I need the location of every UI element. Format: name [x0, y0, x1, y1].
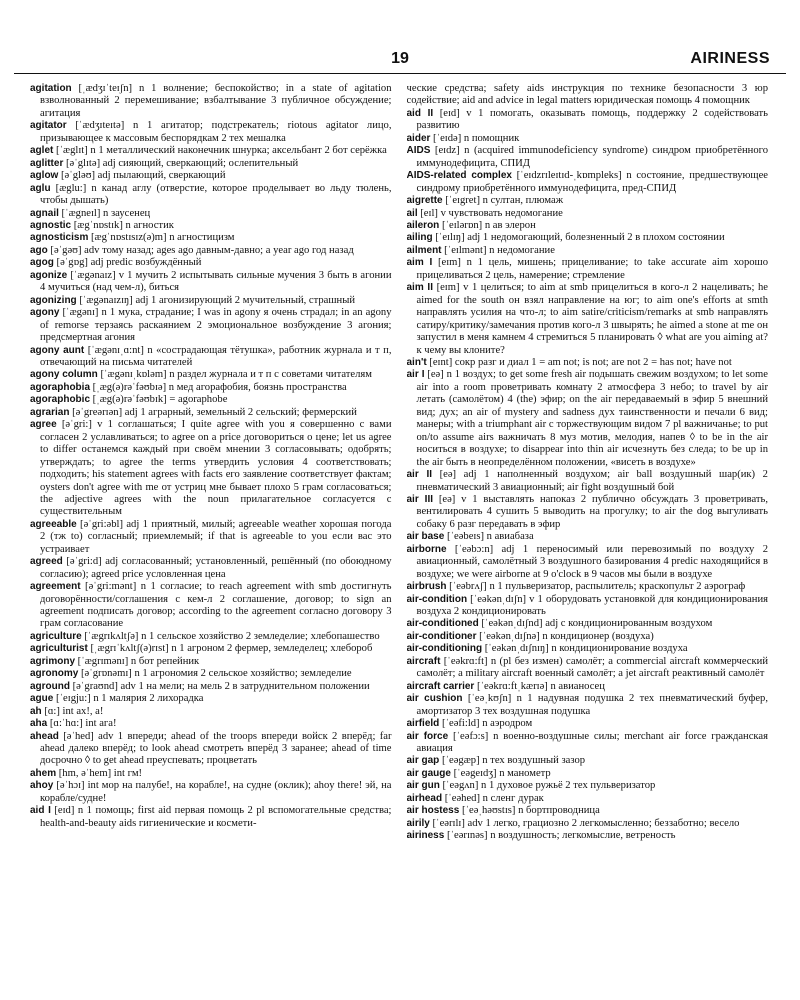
- dictionary-entry: [30, 706, 392, 718]
- dictionary-entry: [407, 656, 769, 681]
- headword: agrimony: [30, 655, 76, 667]
- dictionary-entry: [407, 208, 769, 220]
- entry-definition: [ˈeəkənˌdɪʃnd] adj с кондиционированным воздухом: [478, 618, 713, 630]
- dictionary-entry: [30, 805, 392, 830]
- entry-definition: [ˈeəhed] n сленг дурак: [442, 792, 544, 804]
- dictionary-entry: [30, 768, 392, 780]
- headword: ague: [30, 693, 54, 705]
- headword: ago: [30, 244, 48, 256]
- headword: aglu: [30, 182, 51, 194]
- dictionary-entry: [407, 805, 769, 817]
- entry-definition: [ˈeəfi:ld] n аэродром: [439, 718, 533, 730]
- dictionary-entry: [407, 544, 769, 581]
- entry-definition: [ˈeərɪnəs] n воздушность; легкомыслие, ветреность: [444, 830, 676, 842]
- dictionary-entry: [30, 419, 392, 519]
- entry-definition: [eɪd] n 1 помощь; first aid первая помощь 2 pl вспомогательные средства; health-and-beauty aids гигиенические и космети-: [40, 805, 392, 829]
- headword: agnostic: [30, 219, 72, 231]
- entry-definition: [əˈgri:d] adj согласованный; установленный, решённый (по обоюдному согласию); agreed price условленная цена: [40, 556, 392, 580]
- entry-definition: [ˈægənaɪz] v 1 мучить 2 испытывать сильные мучения 3 быть в агонии 4 мучиться (над чем-л), биться: [40, 269, 392, 294]
- dictionary-entry: [30, 693, 392, 705]
- dictionary-entry: [30, 681, 392, 693]
- entry-definition: [hm, əˈhem] int гм!: [56, 767, 143, 779]
- headword: AIDS: [406, 145, 431, 157]
- dictionary-entry: [30, 581, 392, 631]
- headword: air gap: [406, 755, 440, 767]
- dictionary-entry: [30, 220, 392, 232]
- entry-definition: [ˈeəbeɪs] n авиабаза: [444, 531, 534, 543]
- dictionary-entry: [407, 830, 769, 842]
- dictionary-columns: [30, 83, 768, 992]
- dictionary-entry: [407, 594, 769, 619]
- dictionary-entry: [30, 183, 392, 208]
- dictionary-entry: [30, 656, 392, 668]
- entry-definition: [əˈhed] adv 1 впереди; ahead of the troops впереди войск 2 вперёд; far ahead далеко вперёд; to look ahead смотреть вперёд 3 заранее; ahead of time досрочно ◊ to get ahead преуспевать; процветать: [40, 730, 392, 767]
- entry-definition: ческие средства; safety aids инструкция по технике безопасности 3 юр содействие; aid and advice in legal matters юридическая помощь 4 помощник: [406, 83, 768, 107]
- entry-definition: [eə] v 1 выставлять напоказ 2 публично обсуждать 3 проветривать, вентилировать 4 сушить 5 выводить на прогулку; to air the dog выгуливать собаку 6 разг передавать в эфир: [416, 493, 768, 530]
- dictionary-entry: [407, 145, 769, 170]
- dictionary-entry: [407, 731, 769, 756]
- entry-definition: [eɪnt] сокр разг и диал 1 = am not; is not; are not 2 = has not; have not: [426, 356, 732, 368]
- dictionary-entry: [30, 307, 392, 344]
- entry-definition: [əˈgri:əbl] adj 1 приятный, милый; agreeable weather хорошая погода 2 (тж to) согласный; приемлемый; if that is agreeable to you если вас это устраивает: [40, 518, 392, 555]
- entry-definition: [eɪd] v 1 помогать, оказывать помощь, поддержку 2 содействовать развитию: [416, 107, 768, 132]
- entry-definition: [əˈgləʊ] adj пылающий, сверкающий: [58, 170, 226, 182]
- entry-definition: [ˈeɪgret] n султан, плюмаж: [442, 195, 564, 207]
- headword: aglow: [30, 170, 59, 182]
- dictionary-entry: [407, 531, 769, 543]
- entry-definition: [ˈægənɪ] n 1 мука, страдание; I was in agony я очень страдал; in an agony of remorse терзаясь раскаянием 2 эмоциональное возбуждение 3 агония; предсмертная агония: [40, 307, 392, 344]
- headword: air II: [406, 469, 433, 481]
- headword: air cushion: [406, 693, 463, 705]
- dictionary-entry: [407, 257, 769, 282]
- headword: air-conditioned: [406, 618, 479, 630]
- entry-definition: [əˈgəʊ] adv тому назад; ages ago давным-давно; a year ago год назад: [47, 244, 354, 256]
- entry-definition: [ˈeəgʌn] n 1 духовое ружьё 2 тех пульверизатор: [439, 780, 656, 792]
- headword: agony: [30, 307, 60, 319]
- headword: agreed: [30, 556, 63, 568]
- headword: air hostess: [406, 805, 460, 817]
- headword: agriculturist: [30, 643, 88, 655]
- dictionary-entry: [407, 369, 769, 469]
- dictionary-entry: [30, 232, 392, 244]
- right-column: [407, 83, 769, 992]
- headword: air-condition: [406, 593, 468, 605]
- dictionary-entry: [407, 718, 769, 730]
- headword: aha: [30, 718, 48, 730]
- dictionary-entry: [30, 556, 392, 581]
- dictionary-entry: [30, 345, 392, 370]
- dictionary-entry: [30, 83, 392, 120]
- dictionary-entry: [30, 170, 392, 182]
- entry-definition: [ˌægrɪˈkʌltʃ(ə)rɪst] n 1 агроном 2 фермер, земледелец; хлебороб: [87, 643, 373, 655]
- dictionary-entry: [407, 108, 769, 133]
- page-header: [14, 44, 786, 76]
- headword: agony aunt: [30, 344, 85, 356]
- entry-definition: [ˈægrɪkʌltʃə] n 1 сельское хозяйство 2 земледелие; хлебопашество: [81, 630, 380, 642]
- entry-definition: [əˈglɪtə] adj сияющий, сверкающий; ослепительный: [63, 157, 299, 169]
- headword: ailing: [406, 232, 433, 244]
- entry-definition: [əˈgrɒnəmɪ] n 1 агрономия 2 сельское хозяйство; земледелие: [78, 668, 352, 680]
- entry-definition: [ˈeɪdzrɪleɪtɪd-ˌkɒmpleks] n состояние, предшествующее синдрому приобретённого иммунодефицита, пред-СПИД: [416, 170, 768, 194]
- headword: agoraphobia: [30, 381, 91, 393]
- dictionary-entry: [407, 245, 769, 257]
- dictionary-entry: [407, 83, 769, 108]
- dictionary-entry: [30, 208, 392, 220]
- headword: air-conditioner: [406, 630, 477, 642]
- headword: ahoy: [30, 780, 54, 792]
- headword: agitator: [30, 120, 67, 132]
- headword: air I: [406, 369, 425, 381]
- headword: agreement: [30, 581, 81, 593]
- dictionary-entry: [407, 494, 769, 531]
- dictionary-entry: [407, 195, 769, 207]
- page-number: 19: [391, 50, 409, 67]
- dictionary-entry: [407, 631, 769, 643]
- dictionary-entry: [407, 170, 769, 195]
- entry-definition: [ˈeəbrʌʃ] n 1 пульверизатор, распылитель; краскопульт 2 аэрограф: [446, 581, 746, 593]
- headword: air gun: [406, 780, 440, 792]
- dictionary-entry: [30, 245, 392, 257]
- entry-definition: [ɑ:] int ах!, а!: [41, 705, 104, 717]
- entry-definition: [eə] adj 1 наполненный воздухом; air ball воздушный шар(ик) 2 пневматический 3 авиационный; air fight воздушный бой: [416, 469, 768, 493]
- dictionary-entry: [407, 818, 769, 830]
- entry-definition: [eɪm] n 1 цель, мишень; прицеливание; to take accurate aim хорошо прицеливаться 2 цель, намерение; стремление: [416, 257, 768, 281]
- dictionary-entry: [407, 681, 769, 693]
- dictionary-entry: [30, 257, 392, 269]
- dictionary-entry: [30, 382, 392, 394]
- dictionary-entry: [30, 718, 392, 730]
- headword: agoraphobic: [30, 394, 91, 406]
- entry-definition: [ˌædʒɪˈteɪʃn] n 1 волнение; беспокойство; in a state of agitation взволнованный 2 перемешивание; взбалтывание 3 публичное обсуждение; агитация: [40, 83, 392, 119]
- headword: aid II: [406, 107, 434, 119]
- entry-definition: [ˈeəkənˌdɪʃnɪŋ] n кондиционирование воздуха: [482, 643, 688, 655]
- entry-definition: [ˈeɪdə] n помощник: [430, 132, 520, 144]
- dictionary-entry: [407, 643, 769, 655]
- headword: air base: [406, 531, 445, 543]
- headword: aigrette: [406, 195, 443, 207]
- headword: agreeable: [30, 518, 77, 530]
- headword: airhead: [406, 792, 443, 804]
- entry-definition: [ˈeɪlmənt] n недомогание: [441, 244, 555, 256]
- headword: agonize: [30, 269, 68, 281]
- entry-definition: [ˈeəgæp] n тех воздушный зазор: [439, 755, 586, 767]
- headword: agitation: [30, 83, 72, 94]
- headword: agonizing: [30, 294, 77, 306]
- entry-definition: [ˈeəˌhəʊstɪs] n бортпроводница: [459, 805, 600, 817]
- headword: agriculture: [30, 630, 82, 642]
- dictionary-entry: [30, 643, 392, 655]
- dictionary-entry: [30, 369, 392, 381]
- dictionary-entry: [30, 158, 392, 170]
- dictionary-entry: [407, 755, 769, 767]
- dictionary-entry: [30, 731, 392, 768]
- entry-definition: [ægˈnɒstɪsɪz(ə)m] n агностицизм: [88, 232, 235, 244]
- dictionary-entry: [407, 793, 769, 805]
- entry-definition: [ˈægənɪˌkɒləm] n раздел журнала и т п с советами читателям: [97, 369, 372, 381]
- entry-definition: [əˈgri:] v 1 соглашаться; I quite agree with you я совершенно с вами согласен 2 уславливаться; to agree on a price договориться о цене; let us agree to differ останемся каждый при своём мнении 3 согласовывать; одобрять; утверждать; to agree the terms утвердить условия 4 соответствовать; подходить; his statement agrees with facts его заявление соответствует фактам; oysters don't agree with me от устриц мне бывает плохо 5 грам согласоваться; the adjective agrees with the noun прилагательное согласуется с существительным: [40, 419, 392, 518]
- headword: agony column: [30, 369, 98, 381]
- headword: aircraft: [406, 655, 441, 667]
- headword: agnosticism: [30, 232, 89, 244]
- entry-definition: [əˈgreərɪən] adj 1 аграрный, земельный 2 сельский; фермерский: [69, 406, 357, 418]
- headword: aground: [30, 680, 70, 692]
- entry-definition: [ˈeərɪlɪ] adv 1 легко, грациозно 2 легкомысленно; беззаботно; весело: [429, 817, 740, 829]
- entry-definition: [ˌæg(ə)rəˈfəʊbɪə] n мед агорафобия, боязнь пространства: [90, 381, 347, 393]
- entry-definition: [ˈeɪlɪŋ] adj 1 недомогающий, болезненный 2 в плохом состоянии: [432, 232, 725, 244]
- entry-definition: [əˈgri:mənt] n 1 согласие; to reach agreement with smb достигнуть договорённости/соглашения с кем-л 2 соглашение, договор; to sign an agreement подписать договор; according to the agreement согласно договору 3 грам согласование: [40, 581, 392, 630]
- entry-definition: [ˈeəˌkʊʃn] n 1 надувная подушка 2 тех пневматический буфер, амортизатор 3 тех воздушная подушка: [416, 693, 768, 717]
- entry-definition: [ægˈnɒstɪk] n агностик: [71, 219, 174, 231]
- dictionary-entry: [30, 631, 392, 643]
- entry-definition: [ˈeəfɔ:s] n военно-воздушные силы; merchant air force гражданская авиация: [416, 730, 768, 755]
- dictionary-entry: [30, 780, 392, 805]
- headword: aglitter: [30, 157, 64, 169]
- headword: agree: [30, 419, 57, 431]
- headword: ain't: [406, 356, 427, 368]
- dictionary-entry: [30, 394, 392, 406]
- headword: AIDS-related complex: [406, 170, 512, 182]
- entry-definition: [eɪm] v 1 целиться; to aim at smb прицелиться в кого-л 2 нацеливать; he aimed for the south он взял направление на юг; to aim one's efforts at smth направлять усилия на что-л; to aim satire/criticism/remarks at smb направлять сатиру/критику/замечания против кого-л 3 швырять; he aimed a stone at me он запустил в меня камнем 4 стремиться 5 планировать ◊ what are you aiming at? к чему вы клоните?: [416, 282, 768, 356]
- entry-definition: [ˈædʒɪteɪtə] n 1 агитатор; подстрекатель; riotous agitator лицо, призывающее к массовым беспорядкам 2 тех мешалка: [40, 120, 392, 144]
- entry-definition: [ˈeɪlərɒn] n ав элерон: [439, 219, 536, 231]
- headword: ahead: [30, 730, 59, 742]
- entry-definition: [ˈægneɪl] n заусенец: [58, 207, 151, 219]
- entry-definition: [ˈeəkrɑ:ft] n (pl без измен) самолёт; a commercial aircraft коммерческий самолёт; a military aircraft военный самолёт; a jet aircraft реактивный самолёт: [416, 655, 768, 680]
- headword: ahem: [30, 767, 57, 779]
- entry-definition: [ˈæglɪt] n 1 металлический наконечник шнурка; аксельбант 2 бот серёжка: [53, 145, 387, 157]
- dictionary-entry: [407, 220, 769, 232]
- entry-definition: [ˈeəkənˌdɪʃnə] n кондиционер (воздуха): [476, 630, 654, 642]
- headword: agronomy: [30, 668, 79, 680]
- headword: airiness: [406, 830, 445, 842]
- headword: airily: [406, 817, 430, 829]
- running-head: AIRINESS: [690, 50, 770, 67]
- entry-definition: [ˈeɪgju:] n 1 малярия 2 лихорадка: [53, 693, 204, 705]
- headword: ah: [30, 705, 42, 717]
- dictionary-entry: [407, 581, 769, 593]
- entry-definition: [eɪdz] n (acquired immunodeficiency syndrome) синдром приобретённого иммунодефицита, СПИД: [416, 145, 768, 169]
- dictionary-entry: [407, 282, 769, 357]
- dictionary-entry: [30, 145, 392, 157]
- headword: agog: [30, 257, 54, 269]
- dictionary-entry: [407, 469, 769, 494]
- headword: air III: [406, 493, 434, 505]
- headword: aid I: [30, 805, 51, 817]
- headword: agrarian: [30, 406, 70, 418]
- headword: aim I: [406, 257, 433, 269]
- left-column: [30, 83, 392, 992]
- headword: aim II: [406, 282, 433, 294]
- entry-definition: [ˈægənaɪzɪŋ] adj 1 агонизирующий 2 мучительный, страшный: [76, 294, 355, 306]
- entry-definition: [eə] n 1 воздух; to get some fresh air подышать свежим воздухом; to let some air into a room проветривать комнату 2 атмосфера 3 небо; to travel by air летать (самолётом) 4 (the) эфир; on the air передаваемый в эфир 5 внешний вид; дух; an air of mystery and sadness дух таинственности и печали 6 вид; манеры; with a triumphant air с торжествующим видом 7 pl важничанье; to put on/to assume airs важничать 8 муз мотив, мелодия, напев ◊ to be in the air носиться в воздухе; to disappear into thin air исчезнуть без следа; to be up in the air быть в неопределённом положении, «висеть в воздухе»: [416, 369, 768, 468]
- dictionary-entry: [407, 357, 769, 369]
- headword: ailment: [406, 244, 442, 256]
- headword: air-conditioning: [406, 643, 483, 655]
- headword: airbrush: [406, 581, 447, 593]
- dictionary-entry: [30, 407, 392, 419]
- dictionary-entry: [407, 133, 769, 145]
- entry-definition: [ˈeəbɔ:n] adj 1 переносимый или перевозимый по воздуху 2 авиационный, самолётный 3 воздушного базирования 4 predic находящийся в воздухе; we were airborne at 9 o'clock в 9 часов мы были в воздухе: [416, 543, 768, 580]
- header-rule: [14, 73, 786, 74]
- entry-definition: [eɪl] v чувствовать недомогание: [417, 207, 563, 219]
- headword: ail: [406, 207, 418, 219]
- entry-definition: [əˈgraʊnd] adv 1 на мели; на мель 2 в затруднительном положении: [70, 680, 370, 692]
- headword: aglet: [30, 145, 54, 157]
- entry-definition: [ˈeəkrɑ:ftˌkærɪə] n авианосец: [474, 680, 605, 692]
- dictionary-entry: [407, 693, 769, 718]
- entry-definition: [ɑ:ˈhɑ:] int ага!: [47, 718, 117, 730]
- dictionary-entry: [30, 120, 392, 145]
- headword: aider: [406, 132, 431, 144]
- headword: aircraft carrier: [406, 680, 475, 692]
- entry-definition: [ˈeəgeɪdʒ] n манометр: [450, 767, 551, 779]
- dictionary-entry: [407, 780, 769, 792]
- headword: air gauge: [406, 767, 451, 779]
- dictionary-entry: [407, 232, 769, 244]
- entry-definition: [ˈægənɪˌɑ:nt] n «сострадающая тётушка», работник журнала и т п, отвечающий на письма читателей: [40, 344, 392, 368]
- entry-definition: [æglu:] n канад аглу (отверстие, которое проделывает во льду тюлень, чтобы дышать): [40, 182, 392, 207]
- dictionary-entry: [30, 270, 392, 295]
- headword: airfield: [406, 718, 440, 730]
- dictionary-entry: [407, 618, 769, 630]
- headword: air force: [406, 730, 449, 742]
- dictionary-entry: [30, 519, 392, 556]
- entry-definition: [ˈeəkənˌdɪʃn] v 1 оборудовать установкой для кондиционирования воздуха 2 кондиционировать: [416, 593, 768, 618]
- headword: airborne: [406, 543, 447, 555]
- entry-definition: [ˈægrɪmənɪ] n бот репейник: [75, 655, 200, 667]
- entry-definition: [ˌæg(ə)rəˈfəʊbɪk] = agoraphobe: [90, 394, 228, 406]
- entry-definition: [əˈgɒg] adj predic возбуждённый: [53, 257, 202, 269]
- dictionary-entry: [30, 295, 392, 307]
- dictionary-entry: [407, 768, 769, 780]
- headword: agnail: [30, 207, 59, 219]
- dictionary-entry: [30, 668, 392, 680]
- entry-definition: [əˈhɔɪ] int мор на палубе!, на корабле!, на судне (оклик); ahoy there! эй, на корабле/судне!: [40, 780, 392, 804]
- headword: aileron: [406, 219, 440, 231]
